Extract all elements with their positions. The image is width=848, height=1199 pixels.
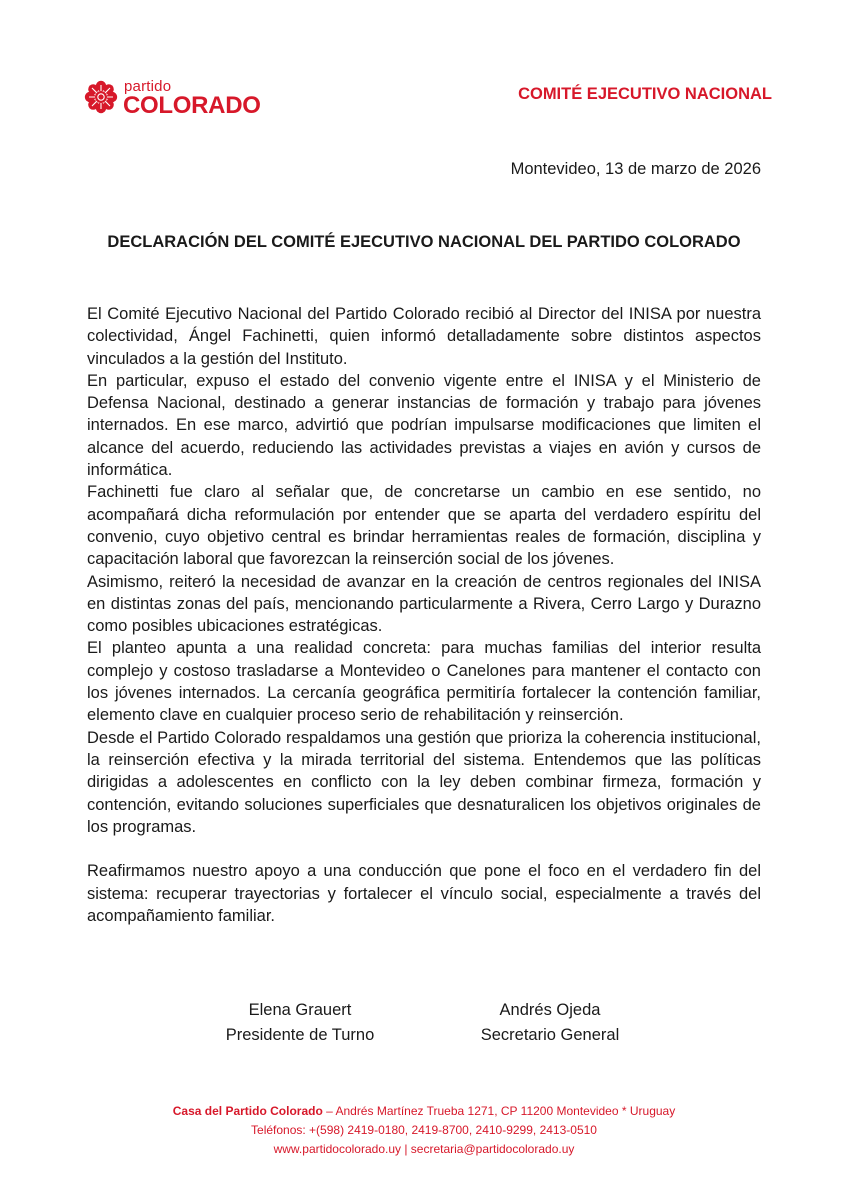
committee-heading: COMITÉ EJECUTIVO NACIONAL <box>518 85 772 103</box>
paragraph: Fachinetti fue claro al señalar que, de concretarse un cambio en ese sentido, no acompañará dicha reformulación por entender que se aparta del verdadero espíritu del convenio, cuyo objetivo central es brindar herramientas reales de formación, disciplina y capacitación laboral que favorezcan la reinserción social de los jóvenes. <box>87 483 761 569</box>
paragraph: En particular, expuso el estado del convenio vigente entre el INISA y el Ministerio de Defensa Nacional, destinado a generar instancias de formación y trabajo para jóvenes internados. En ese marco, advirtió que podrían impulsarse modificaciones que limiten el alcance del acuerdo, reduciendo las actividades previstas a viajes en avión y cursos de informática. <box>87 371 761 480</box>
footer-phones: Teléfonos: +(598) 2419-0180, 2419-8700, 2410-9299, 2413-0510 <box>251 1123 597 1137</box>
paragraph: El planteo apunta a una realidad concreta: para muchas familias del interior resulta complejo y costoso trasladarse a Montevideo o Canelones para mantener el contacto con los jóvenes internados. La cercanía geográfica permitiría fortalecer la contención familiar, elemento clave en cualquier proceso serio de rehabilitación y reinserción. <box>87 639 761 725</box>
paragraph: Asimismo, reiteró la necesidad de avanzar en la creación de centros regionales del INISA en distintas zonas del país, mencionando particularmente a Rivera, Cerro Largo y Durazno como posibles ubicaciones estratégicas. <box>87 572 761 636</box>
paragraph: Reafirmamos nuestro apoyo a una conducción que pone el foco en el verdadero fin del sistema: recuperar trayectorias y fortalecer el vínculo social, especialmente a través del acompañamiento familiar. <box>87 862 761 926</box>
paragraph: Desde el Partido Colorado respaldamos una gestión que prioriza la coherencia institucional, la reinserción efectiva y la mirada territorial del sistema. Entendemos que las políticas dirigidas a adolescentes en conflicto con la ley deben combinar firmeza, formación y contención, evitando soluciones superficiales que desnaturalicen los objetivos originales de los programas. <box>87 728 761 836</box>
signature-block <box>450 998 650 1048</box>
logo-big-text: COLORADO <box>123 92 261 119</box>
document-date: Montevideo, 13 de marzo de 2026 <box>510 160 761 178</box>
signatory-role: Presidente de Turno <box>225 1026 375 1044</box>
party-logo <box>82 74 282 124</box>
signatory-name: Andrés Ojeda <box>499 1001 601 1019</box>
flower-logo-icon <box>82 78 120 116</box>
document-body <box>87 303 761 927</box>
signatory-role: Secretario General <box>480 1026 620 1044</box>
paragraph: El Comité Ejecutivo Nacional del Partido Colorado recibió al Director del INISA por nuestra colectividad, Ángel Fachinetti, quien informó detalladamente sobre distintos aspectos vinculados a la gestión del Instituto. <box>87 305 761 368</box>
document-title: DECLARACIÓN DEL COMITÉ EJECUTIVO NACIONAL DEL PARTIDO COLORADO <box>107 233 741 251</box>
footer-org: Casa del Partido Colorado <box>172 1104 323 1118</box>
logo-small-text: partido <box>124 78 172 95</box>
footer-address-line <box>0 1102 848 1121</box>
signatory-name: Elena Grauert <box>248 1001 352 1019</box>
footer-web[interactable]: www.partidocolorado.uy | secretaria@partidocolorado.uy <box>273 1142 575 1156</box>
footer-address: – Andrés Martínez Trueba 1271, CP 11200 Montevideo * Uruguay <box>322 1104 676 1118</box>
signature-block <box>200 998 400 1048</box>
footer <box>0 1102 848 1159</box>
